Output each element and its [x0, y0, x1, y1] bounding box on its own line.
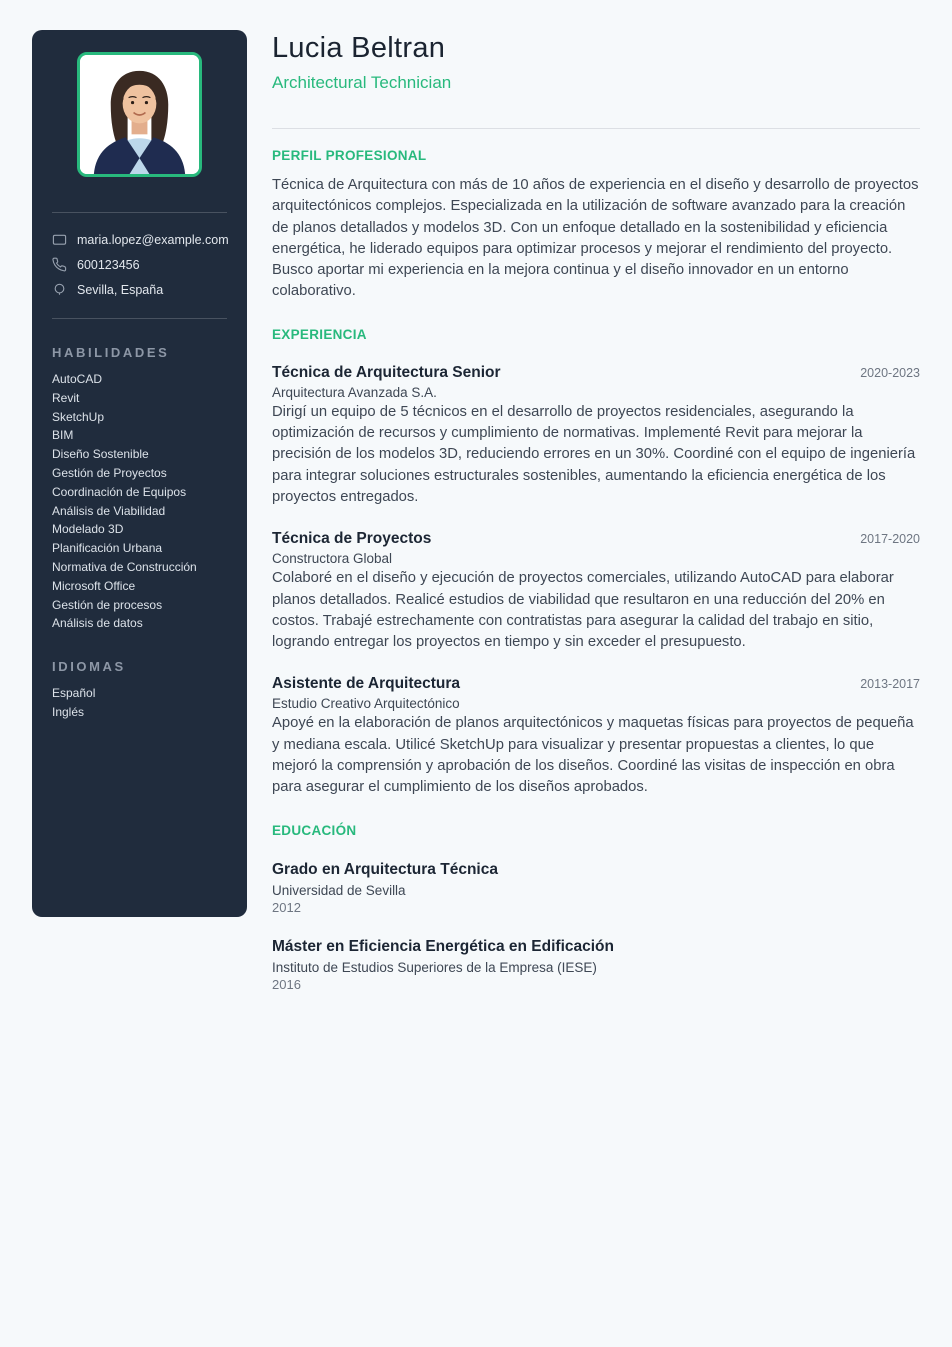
experience-company: Constructora Global [272, 551, 393, 567]
degree-year: 2016 [272, 976, 301, 992]
experience-description: Apoyé en la elaboración de planos arquitectónicos y maquetas físicas para proyectos de pequeña y mediana escala. Utilicé SketchUp para visualizar y presentar propuestas a clientes, lo que mejoró la comprensión y aprobación de los diseños. Coordiné las visitas de inspección en obra para asegurar el cumplimiento de los diseños aprobados. [272, 715, 914, 796]
skill-item: Gestión de Proyectos [52, 465, 167, 480]
contact-list [52, 227, 227, 302]
sidebar [32, 30, 247, 917]
experience-entry [272, 530, 920, 653]
sidebar-divider [52, 318, 227, 319]
portrait-illustration [80, 55, 199, 174]
skill-item: Modelado 3D [52, 522, 124, 537]
language-item: Español [52, 686, 96, 701]
experience-description: Dirigí un equipo de 5 técnicos en el desarrollo de proyectos residenciales, asegurando la optimización de recursos y cumplimiento de normativas. Implementé Revit para mejorar la precisión de los modelos 3D, reduciendo errores en un 30%. Coordiné con el equipo de ingeniería para integrar soluciones estructurales sostenibles, aumentando la eficiencia energética de los proyectos entregados. [272, 403, 916, 505]
header-divider [272, 128, 920, 129]
contact-phone [52, 252, 227, 277]
experience-title: Técnica de Proyectos [272, 530, 432, 548]
profile-section-heading: PERFIL PROFESIONAL [272, 148, 427, 163]
experience-description: Colaboré en el diseño y ejecución de proyectos comerciales, utilizando AutoCAD para elaborar planos detallados. Realicé estudios de viabilidad que resultaron en una reducción del 20% en costos. Trabajé estrechamente con contratistas para asegurar la calidad del trabajo en sitio, logrando entregar los proyectos en tiempo y sin exceder el presupuesto. [272, 570, 894, 651]
skill-item: Planificación Urbana [52, 541, 163, 556]
language-item: Inglés [52, 704, 85, 719]
skill-item: SketchUp [52, 409, 105, 424]
sidebar-divider [52, 212, 227, 213]
contact-phone-text: 600123456 [77, 257, 140, 272]
skill-item: AutoCAD [52, 372, 103, 386]
skills-list [52, 370, 227, 633]
degree-title: Grado en Arquitectura Técnica [272, 860, 498, 878]
education-entry [272, 938, 920, 992]
degree-year: 2012 [272, 899, 301, 915]
experience-dates: 2013-2017 [860, 677, 920, 692]
person-name: Lucia Beltran [272, 32, 446, 64]
skill-item: Revit [52, 390, 80, 405]
degree-school: Universidad de Sevilla [272, 882, 406, 898]
skill-item: Gestión de procesos [52, 597, 163, 612]
envelope-icon [52, 232, 67, 247]
skill-item: Coordinación de Equipos [52, 484, 187, 499]
education-section-heading: EDUCACIÓN [272, 822, 357, 838]
skill-item: Análisis de Viabilidad [52, 503, 166, 518]
education-entry [272, 861, 920, 915]
phone-icon [52, 257, 67, 272]
experience-entry [272, 364, 920, 508]
skill-item: Normativa de Construcción [52, 559, 197, 574]
contact-location [52, 277, 227, 302]
skill-item: Microsoft Office [52, 578, 136, 593]
location-pin-icon [52, 282, 67, 297]
skills-heading: HABILIDADES [52, 345, 170, 360]
experience-entry [272, 675, 920, 798]
profile-text: Técnica de Arquitectura con más de 10 años de experiencia en el diseño y desarrollo de proyectos arquitectónicos complejos. Especializada en la utilización de software avanzado para la creación de planos detallados y modelos 3D. Con un enfoque detallado en la sostenibilidad y eficiencia energética, he liderado equipos para optimizar procesos y mejorar el rendimiento del proyecto. Busco aportar mi experiencia en la mejora continua y el diseño innovador en un entorno colaborativo. [272, 177, 919, 300]
experience-dates: 2020-2023 [860, 365, 920, 380]
contact-email [52, 227, 227, 252]
experience-entry-header [272, 364, 920, 382]
job-title: Architectural Technician [272, 73, 452, 92]
degree-school: Instituto de Estudios Superiores de la Empresa (IESE) [272, 959, 597, 975]
experience-entry-header [272, 675, 920, 693]
experience-dates: 2017-2020 [860, 532, 920, 547]
experience-entry-header [272, 530, 920, 548]
experience-section-heading: EXPERIENCIA [272, 326, 367, 342]
languages-list [52, 684, 227, 722]
experience-company: Estudio Creativo Arquitectónico [272, 696, 460, 712]
resume-main [272, 31, 920, 992]
profile-photo [77, 52, 202, 177]
experience-title: Técnica de Arquitectura Senior [272, 363, 501, 381]
degree-title: Máster en Eficiencia Energética en Edificación [272, 937, 614, 955]
languages-heading: IDIOMAS [52, 659, 126, 675]
skill-item: Análisis de datos [52, 616, 143, 631]
contact-email-text: maria.lopez@example.com [77, 232, 229, 247]
contact-location-text: Sevilla, España [77, 282, 164, 297]
skill-item: Diseño Sostenible [52, 447, 149, 462]
skill-item: BIM [52, 428, 74, 443]
experience-title: Asistente de Arquitectura [272, 675, 461, 693]
experience-company: Arquitectura Avanzada S.A. [272, 384, 437, 400]
